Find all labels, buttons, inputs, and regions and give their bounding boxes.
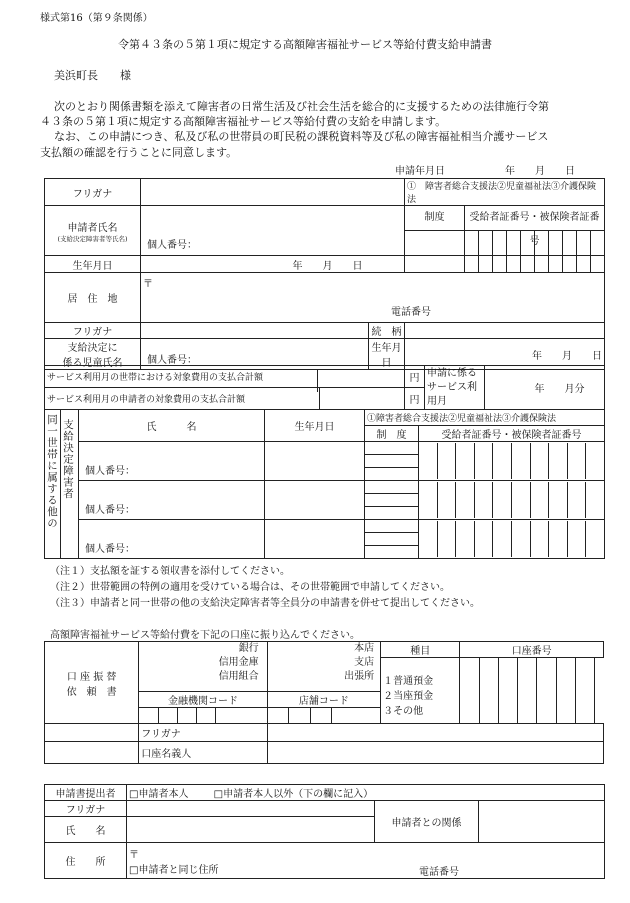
submitter-name-field[interactable] (127, 817, 375, 843)
household-table (44, 409, 605, 559)
submitter-options[interactable] (127, 785, 605, 801)
yen-1: 円 (405, 366, 425, 388)
intro-line-2: ４３条の５第１項に規定する高額障害福祉サービス等給付費の支給を申請します。 (40, 115, 447, 128)
birthdate-label: 生年月日 (45, 256, 141, 273)
household-side-label-2: 支給決定障害者 (61, 410, 79, 559)
member-birth-header: 生年月日 (265, 410, 365, 442)
intro-line-3: なお、この申請につき、私及び私の世帯員の町民税の課税資料等及び私の障害福祉相当介護サービス (54, 130, 549, 143)
account-number-header: 口座番号 (460, 642, 604, 658)
member-1-birth[interactable] (265, 442, 365, 481)
branch-code-digit-3[interactable] (310, 708, 331, 724)
account-kind-options[interactable]: １普通預金 ２当座預金 ３その他 (381, 658, 460, 724)
furigana-field[interactable] (141, 179, 405, 206)
holder-name-field[interactable] (267, 742, 603, 764)
submitter-address-label: 住 所 (45, 843, 127, 879)
account-digit-5[interactable] (537, 658, 556, 724)
branch-code-spacer (331, 708, 380, 724)
bank-label: 口 座 振 替 依 頼 書 (45, 642, 139, 724)
yen-2: 円 (405, 388, 425, 410)
service-month-label: 申請に係るサービス利用月 (425, 366, 485, 410)
member-seido-header: 制 度 (365, 426, 419, 442)
child-name-label: 支給決定に 係る児童氏名 (45, 339, 141, 370)
bank-code-digit-3[interactable] (177, 708, 196, 724)
addressee: 美浜町長 様 (54, 69, 131, 82)
applicant-name-label: 申請者氏名 (支給決定障害者等氏名) (45, 206, 141, 256)
child-name-field[interactable]: 個人番号： (141, 339, 369, 370)
holder-furigana-label: フリガナ (139, 724, 267, 742)
applicant-table (44, 178, 605, 370)
household-side-label: 同一世帯に属する他の (45, 410, 61, 559)
seido-cell: 制度 (405, 206, 465, 256)
submitter-label: 申請書提出者 (45, 785, 127, 801)
applicant-name-field[interactable]: 個人番号： (141, 206, 405, 256)
relation-label: 続 柄 (369, 323, 405, 339)
birthdate-field[interactable]: 年 月 日 (141, 256, 405, 273)
account-kind-header: 種目 (381, 642, 460, 658)
submitter-furigana-field[interactable] (127, 801, 375, 817)
totals-table (44, 365, 605, 410)
residence-label: 居 住 地 (45, 273, 141, 323)
application-date: 申請年月日 年 月 日 (395, 166, 575, 177)
account-digit-4[interactable] (518, 658, 537, 724)
bank-intro: 高額障害福祉サービス等給付費を下記の口座に振り込んでください。 (50, 630, 360, 641)
member-2-name[interactable]: 個人番号： (79, 481, 265, 520)
note-1: （注１）支払額を証する領収書を添付してください。 (50, 566, 290, 577)
account-digit-7[interactable] (575, 658, 594, 724)
cert-number-cell[interactable]: 受給者証番号・被保険者証番号 (465, 206, 605, 256)
account-digit-1[interactable] (460, 658, 479, 724)
law-options: ① 障害者総合支援法②児童福祉法③介護保険法 (405, 179, 605, 206)
member-1-name[interactable]: 個人番号： (79, 442, 265, 481)
page-title: 令第４３条の５第１項に規定する高額障害福祉サービス等給付費支給申請書 (118, 38, 492, 51)
member-law-options: ①障害者総合支援法②児童福祉法③介護保険法 (365, 410, 605, 426)
child-furigana-label: フリガナ (45, 323, 141, 339)
branch-name-field[interactable]: 本店 支店 出張所 (267, 642, 380, 692)
submitter-name-label: 氏 名 (45, 817, 127, 843)
branch-code-label: 店舗コード (267, 692, 380, 708)
member-1-cert[interactable] (419, 442, 605, 481)
same-address-checkbox[interactable]: □申請者と同じ住所 (129, 865, 219, 876)
account-digit-2[interactable] (479, 658, 498, 724)
account-digit-6[interactable] (556, 658, 575, 724)
submitter-relation-label: 申請者との関係 (375, 801, 479, 843)
submitter-table (44, 784, 605, 879)
member-3-name[interactable]: 個人番号： (79, 520, 265, 559)
note-3: （注３）申請者と同一世帯の他の支給決定障害者等全員分の申請書を併せて提出してください。 (50, 598, 480, 609)
member-2-cert[interactable] (419, 481, 605, 520)
submitter-relation-field[interactable] (479, 801, 605, 843)
applicant-total-label: サービス利用月の申請者の対象費用の支払合計額 (45, 388, 405, 410)
child-birth-label: 生年月日 (369, 339, 405, 370)
member-2-birth[interactable] (265, 481, 365, 520)
member-cert-header: 受給者証番号・被保険者証番号 (419, 426, 605, 442)
account-digit-3[interactable] (498, 658, 517, 724)
bank-code-digit-1[interactable] (139, 708, 158, 724)
submitter-self-option[interactable]: □申請者本人 (129, 789, 189, 800)
holder-name-label: 口座名義人 (139, 742, 267, 764)
note-2: （注２）世帯範囲の特例の適用を受けている場合は、その世帯範囲で申請してください。 (50, 582, 450, 593)
intro-line-1: 次のとおり関係書類を添えて障害者の日常生活及び社会生活を総合的に支援するための法律施行令第 (54, 100, 549, 113)
furigana-label: フリガナ (45, 179, 141, 206)
bank-code-digit-4[interactable] (197, 708, 216, 724)
submitter-address-field[interactable]: 〒 □申請者と同じ住所 電話番号 (127, 843, 605, 879)
holder-furigana-field[interactable] (267, 724, 603, 742)
household-total-label: サービス利用月の世帯における対象費用の支払合計額 (45, 366, 405, 388)
form-number: 様式第16（第９条関係） (40, 13, 153, 24)
bank-name-field[interactable]: 銀行 信用金庫 信用組合 (139, 642, 267, 692)
bank-code-label: 金融機関コード (139, 692, 267, 708)
member-3-birth[interactable] (265, 520, 365, 559)
bank-table (44, 641, 604, 764)
submitter-other-option[interactable]: □申請者本人以外（下の欄に記入） (213, 789, 374, 800)
residence-field[interactable]: 〒 電話番号 (141, 273, 605, 323)
submitter-furigana-label: フリガナ (45, 801, 127, 817)
branch-code-digit-2[interactable] (289, 708, 310, 724)
child-furigana-field[interactable] (141, 323, 369, 339)
bank-code-spacer (216, 708, 267, 724)
service-month-field[interactable]: 年 月分 (485, 366, 605, 410)
branch-code-digit-1[interactable] (267, 708, 288, 724)
child-birth-field[interactable]: 年 月 日 (405, 339, 605, 370)
relation-field[interactable] (405, 323, 605, 339)
bank-code-digit-2[interactable] (158, 708, 177, 724)
intro-line-4: 支払額の確認を行うことに同意します。 (40, 146, 238, 159)
member-name-header: 氏 名 (79, 410, 265, 442)
member-3-cert[interactable] (419, 520, 605, 559)
